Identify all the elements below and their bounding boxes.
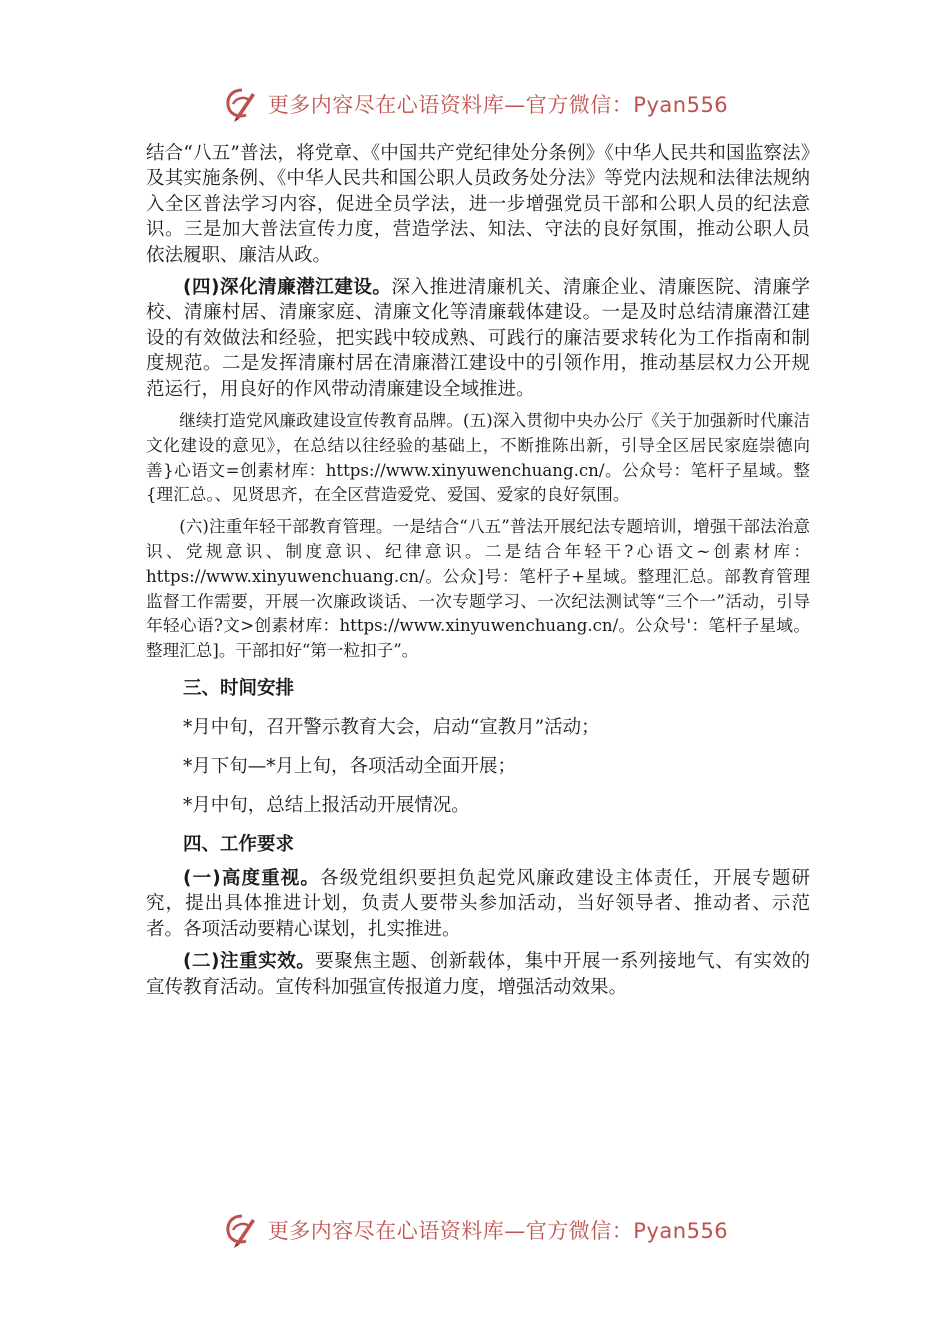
requirement-1-text: 各级党组织要担负起党风廉政建设主体责任，开展专题研究，提出具体推进计划，负责人要带头参加活动，当好领导者、推动者、示范者。各项活动要精心谋划，扎实推进。 xyxy=(146,868,810,940)
schedule-item-3: *月中旬，总结上报活动开展情况。 xyxy=(183,795,470,817)
requirement-2-text: 要聚焦主题、创新载体，集中开展一系列接地气、有实效的宣传教育活动。宣传科加强宣传报道力度，增强活动效果。 xyxy=(146,951,810,998)
requirement-1-title: (一)高度重视。 xyxy=(183,868,321,890)
paragraph-section-4 xyxy=(146,275,810,402)
section-4-title: (四)深化清廉潜江建设。 xyxy=(183,277,392,299)
paragraph-section-6: (六)注重年轻干部教育管理。一是结合“八五”普法开展纪法专题培训，增强干部法治意识、党规意识、制度意识、纪律意识。二是结合年轻干?心语文~创素材库：https://www.xinyuwenchuang.cn/。公众]号：笔杆子+星域。整理汇总。部教育管理监督工作需要，开展一次廉政谈话、一次专题学习、一次纪法测试等“三个一”活动，引导年轻心语?文>创素材库：https://www.xinyuwenchuang.cn/。公众号'：笔杆子星域。整理汇总]。干部扣好“第一粒扣子”。 xyxy=(146,517,810,661)
footer-watermark-banner xyxy=(0,1208,950,1252)
requirement-1 xyxy=(146,866,810,942)
banner-text: 更多内容尽在心语资料库—官方微信：Pyan556 xyxy=(267,93,729,117)
header-watermark-banner xyxy=(0,82,950,126)
section-4-text: 深入推进清廉机关、清廉企业、清廉医院、清廉学校、清廉村居、清廉家庭、清廉文化等清廉载体建设。一是及时总结清廉潜江建设的有效做法和经验，把实践中较成熟、可践行的廉洁要求转化为工作指南和制度规范。二是发挥清廉村居在清廉潜江建设中的引领作用，推动基层权力公开规范运行，用良好的作风带动清廉建设全域推进。 xyxy=(146,277,810,400)
pen-swirl-logo-icon xyxy=(222,1210,262,1250)
heading-requirements: 四、工作要求 xyxy=(183,834,295,856)
requirement-2-title: (二)注重实效。 xyxy=(183,951,316,973)
paragraph-law-education: 结合“八五”普法，将党章、《中国共产党纪律处分条例》《中华人民共和国监察法》及其实施条例、《中华人民共和国公职人员政务处分法》等党内法规和法律法规纳入全区普法学习内容，促进全员学法，进一步增强党员干部和公职人员的纪法意识。三是加大普法宣传力度，营造学法、知法、守法的良好氛围，推动公职人员依法履职、廉洁从政。 xyxy=(146,143,810,266)
requirement-2 xyxy=(146,949,810,1000)
pen-swirl-logo-icon xyxy=(222,84,262,124)
heading-schedule: 三、时间安排 xyxy=(183,678,295,700)
schedule-item-2: *月下旬—*月上旬，各项活动全面开展； xyxy=(183,756,517,778)
paragraph-section-5: 继续打造党风廉政建设宣传教育品牌。(五)深入贯彻中央办公厅《关于加强新时代廉洁文化建设的意见》，在总结以往经验的基础上，不断推陈出新，引导全区居民家庭崇德向善}心语文=创素材库：https://www.xinyuwenchuang.cn/。公众号：笔杆子星域。整{理汇总。、见贤思齐，在全区营造爱党、爱国、爱家的良好氛围。 xyxy=(146,411,810,505)
banner-text: 更多内容尽在心语资料库—官方微信：Pyan556 xyxy=(267,1219,729,1243)
document-body xyxy=(146,141,810,1000)
schedule-item-1: *月中旬，召开警示教育大会，启动“宣教月”活动； xyxy=(183,717,600,739)
